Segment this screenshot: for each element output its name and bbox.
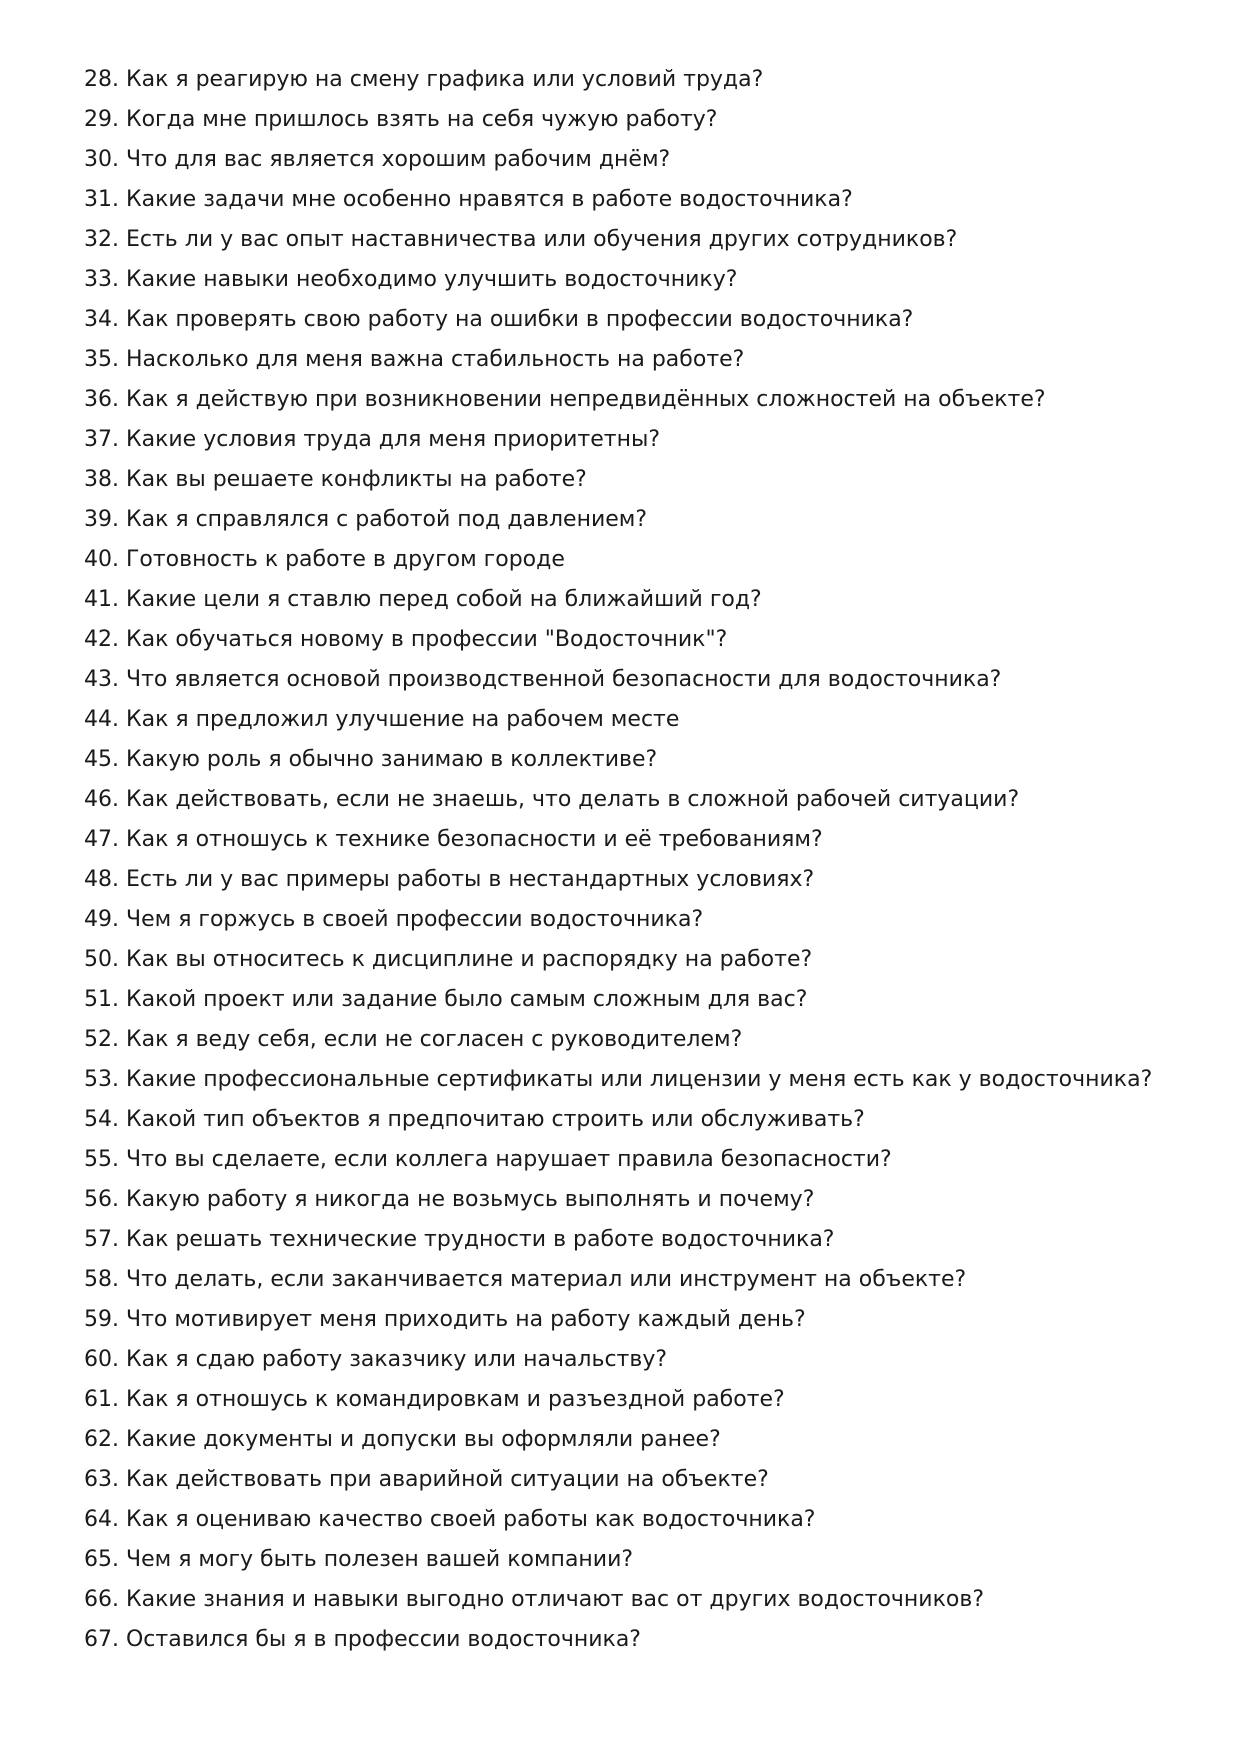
question-item-50: 50. Как вы относитесь к дисциплине и распорядку на работе?: [84, 947, 813, 972]
question-item-53: 53. Какие профессиональные сертификаты или лицензии у меня есть как у водосточника?: [84, 1067, 1153, 1092]
question-item-61: 61. Как я отношусь к командировкам и разъездной работе?: [84, 1387, 785, 1412]
question-list: [84, 62, 1199, 1662]
question-item-63: 63. Как действовать при аварийной ситуации на объекте?: [84, 1467, 769, 1492]
question-item-40: 40. Готовность к работе в другом городе: [84, 547, 565, 572]
question-item-42: 42. Как обучаться новому в профессии "Водосточник"?: [84, 627, 728, 652]
question-item-59: 59. Что мотивирует меня приходить на работу каждый день?: [84, 1307, 806, 1332]
question-item-60: 60. Как я сдаю работу заказчику или начальству?: [84, 1347, 668, 1372]
question-item-48: 48. Есть ли у вас примеры работы в нестандартных условиях?: [84, 867, 815, 892]
question-item-65: 65. Чем я могу быть полезен вашей компании?: [84, 1547, 634, 1572]
question-item-32: 32. Есть ли у вас опыт наставничества или обучения других сотрудников?: [84, 227, 958, 252]
question-item-35: 35. Насколько для меня важна стабильность на работе?: [84, 347, 745, 372]
question-item-29: 29. Когда мне пришлось взять на себя чужую работу?: [84, 107, 718, 132]
question-item-56: 56. Какую работу я никогда не возьмусь выполнять и почему?: [84, 1187, 815, 1212]
question-item-38: 38. Как вы решаете конфликты на работе?: [84, 467, 587, 492]
question-item-52: 52. Как я веду себя, если не согласен с руководителем?: [84, 1027, 743, 1052]
question-item-30: 30. Что для вас является хорошим рабочим днём?: [84, 147, 671, 172]
question-item-45: 45. Какую роль я обычно занимаю в коллективе?: [84, 747, 658, 772]
question-item-46: 46. Как действовать, если не знаешь, что делать в сложной рабочей ситуации?: [84, 787, 1020, 812]
question-item-64: 64. Как я оцениваю качество своей работы как водосточника?: [84, 1507, 816, 1532]
question-item-66: 66. Какие знания и навыки выгодно отличают вас от других водосточников?: [84, 1587, 984, 1612]
question-item-44: 44. Как я предложил улучшение на рабочем месте: [84, 707, 680, 732]
question-item-36: 36. Как я действую при возникновении непредвидённых сложностей на объекте?: [84, 387, 1046, 412]
question-item-31: 31. Какие задачи мне особенно нравятся в работе водосточника?: [84, 187, 853, 212]
question-item-37: 37. Какие условия труда для меня приоритетны?: [84, 427, 661, 452]
question-item-49: 49. Чем я горжусь в своей профессии водосточника?: [84, 907, 704, 932]
question-item-51: 51. Какой проект или задание было самым сложным для вас?: [84, 987, 808, 1012]
question-item-67: 67. Оставился бы я в профессии водосточника?: [84, 1627, 641, 1652]
question-item-39: 39. Как я справлялся с работой под давлением?: [84, 507, 648, 532]
question-item-43: 43. Что является основой производственной безопасности для водосточника?: [84, 667, 1002, 692]
question-item-33: 33. Какие навыки необходимо улучшить водосточнику?: [84, 267, 738, 292]
question-item-41: 41. Какие цели я ставлю перед собой на ближайший год?: [84, 587, 762, 612]
question-item-62: 62. Какие документы и допуски вы оформляли ранее?: [84, 1427, 721, 1452]
question-item-57: 57. Как решать технические трудности в работе водосточника?: [84, 1227, 835, 1252]
question-item-28: 28. Как я реагирую на смену графика или условий труда?: [84, 67, 764, 92]
question-item-54: 54. Какой тип объектов я предпочитаю строить или обслуживать?: [84, 1107, 865, 1132]
question-item-55: 55. Что вы сделаете, если коллега нарушает правила безопасности?: [84, 1147, 892, 1172]
question-item-47: 47. Как я отношусь к технике безопасности и её требованиям?: [84, 827, 823, 852]
question-item-34: 34. Как проверять свою работу на ошибки в профессии водосточника?: [84, 307, 914, 332]
question-item-58: 58. Что делать, если заканчивается материал или инструмент на объекте?: [84, 1267, 967, 1292]
